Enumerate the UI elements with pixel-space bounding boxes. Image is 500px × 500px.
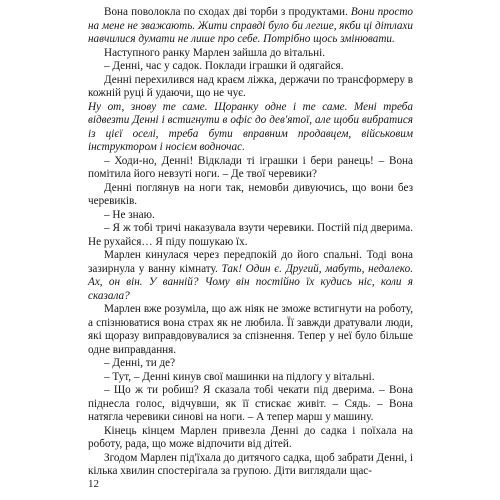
italic-thought: Ну от, знову те саме. Щоранку одне і те саме. Мені треба відвезти Денні і встигнути в офіс до дев'ятої, але щоби вибратися із цієї оселі, треба бути вправним продавцем, військовим інструктором і носієм водночас. xyxy=(88,100,413,153)
text-run: – Не знаю. xyxy=(104,208,155,221)
text-run: – Тут, – Денні кинув свої машинки на підлогу у вітальні. xyxy=(104,370,375,383)
paragraph xyxy=(88,371,413,385)
text-run: Згодом Марлен під'їхала до дитячого садка, щоб забрати Денні, і кілька хвилин спостерігала за групою. Діти виглядали щас- xyxy=(88,451,413,477)
text-run: – Ходи-но, Денні! Відклади ті іграшки і бери ранець! – Вона помітила його невзуті ноги. – Де твої черевики? xyxy=(88,154,413,180)
text-run: Денні поглянув на ноги так, немовби дивуючись, що вони без черевиків. xyxy=(88,181,413,207)
paragraph xyxy=(88,303,413,357)
book-page xyxy=(88,0,413,500)
page-number: 12 xyxy=(88,478,99,490)
italic-thought: Так! Один є. Другий, мабуть, недалеко. Ах, он він. У ванній? Чому він постійно їх кудись ніс, коли я сказала? xyxy=(88,262,413,302)
text-run: – Денні, час у садок. Поклади іграшки й одягайся. xyxy=(104,60,344,72)
paragraph xyxy=(88,6,413,47)
text-run: Денні перехилився над краєм ліжка, держачи по трансформеру в кожній руці й удаючи, що не чує. xyxy=(88,73,414,99)
text-run: Наступного ранку Марлен зайшла до вітальні. xyxy=(104,46,325,59)
paragraph xyxy=(88,452,413,479)
text-run: Кінець кінцем Марлен привезла Денні до садка і поїхала на роботу, рада, що може відпочити від дітей. xyxy=(88,424,413,450)
text-run: Вона поволокла по сходах дві торби з продуктами. xyxy=(104,6,351,18)
paragraph xyxy=(88,249,413,303)
paragraph xyxy=(88,182,413,209)
paragraph xyxy=(88,425,413,452)
paragraph xyxy=(88,384,413,425)
paragraph xyxy=(88,74,413,101)
paragraph xyxy=(88,357,413,371)
paragraph xyxy=(88,222,413,249)
paragraph xyxy=(88,155,413,182)
paragraph xyxy=(88,101,413,155)
text-run: – Я ж тобі тричі наказувала взути черевики. Постій під дверима. Не рухайся… Я піду пошукаю їх. xyxy=(88,222,413,248)
text-run: Марлен кинулася через передпокій до його спальні. Тоді вона зазирнула у ванну кімнату. xyxy=(88,249,413,275)
body-text xyxy=(88,0,413,479)
paragraph xyxy=(88,60,413,74)
text-run: – Денні, ти де? xyxy=(104,357,176,369)
text-run: – Що ж ти робиш? Я сказала тобі чекати під дверима. – Вона піднесла голос, відчувши, як її стискає живіт. – Сядь. – Вона натягла черевики синові на ноги. – А тепер марш у машину. xyxy=(88,384,413,423)
paragraph xyxy=(88,47,413,61)
italic-thought: Вони просто на мене не зважають. Жити справді було би легше, якби ці дітлахи навчилися думати не лише про себе. Потрібно щось змінювати. xyxy=(88,6,413,45)
text-run: Марлен вже розуміла, що аж ніяк не зможе встигнути на роботу, а спізнюватися вона страх як не любила. Її завжди дратували люди, які щоразу виправдовувалися за спізнення. Тепер у неї було більше одне виправдання. xyxy=(88,303,413,356)
paragraph xyxy=(88,209,413,223)
